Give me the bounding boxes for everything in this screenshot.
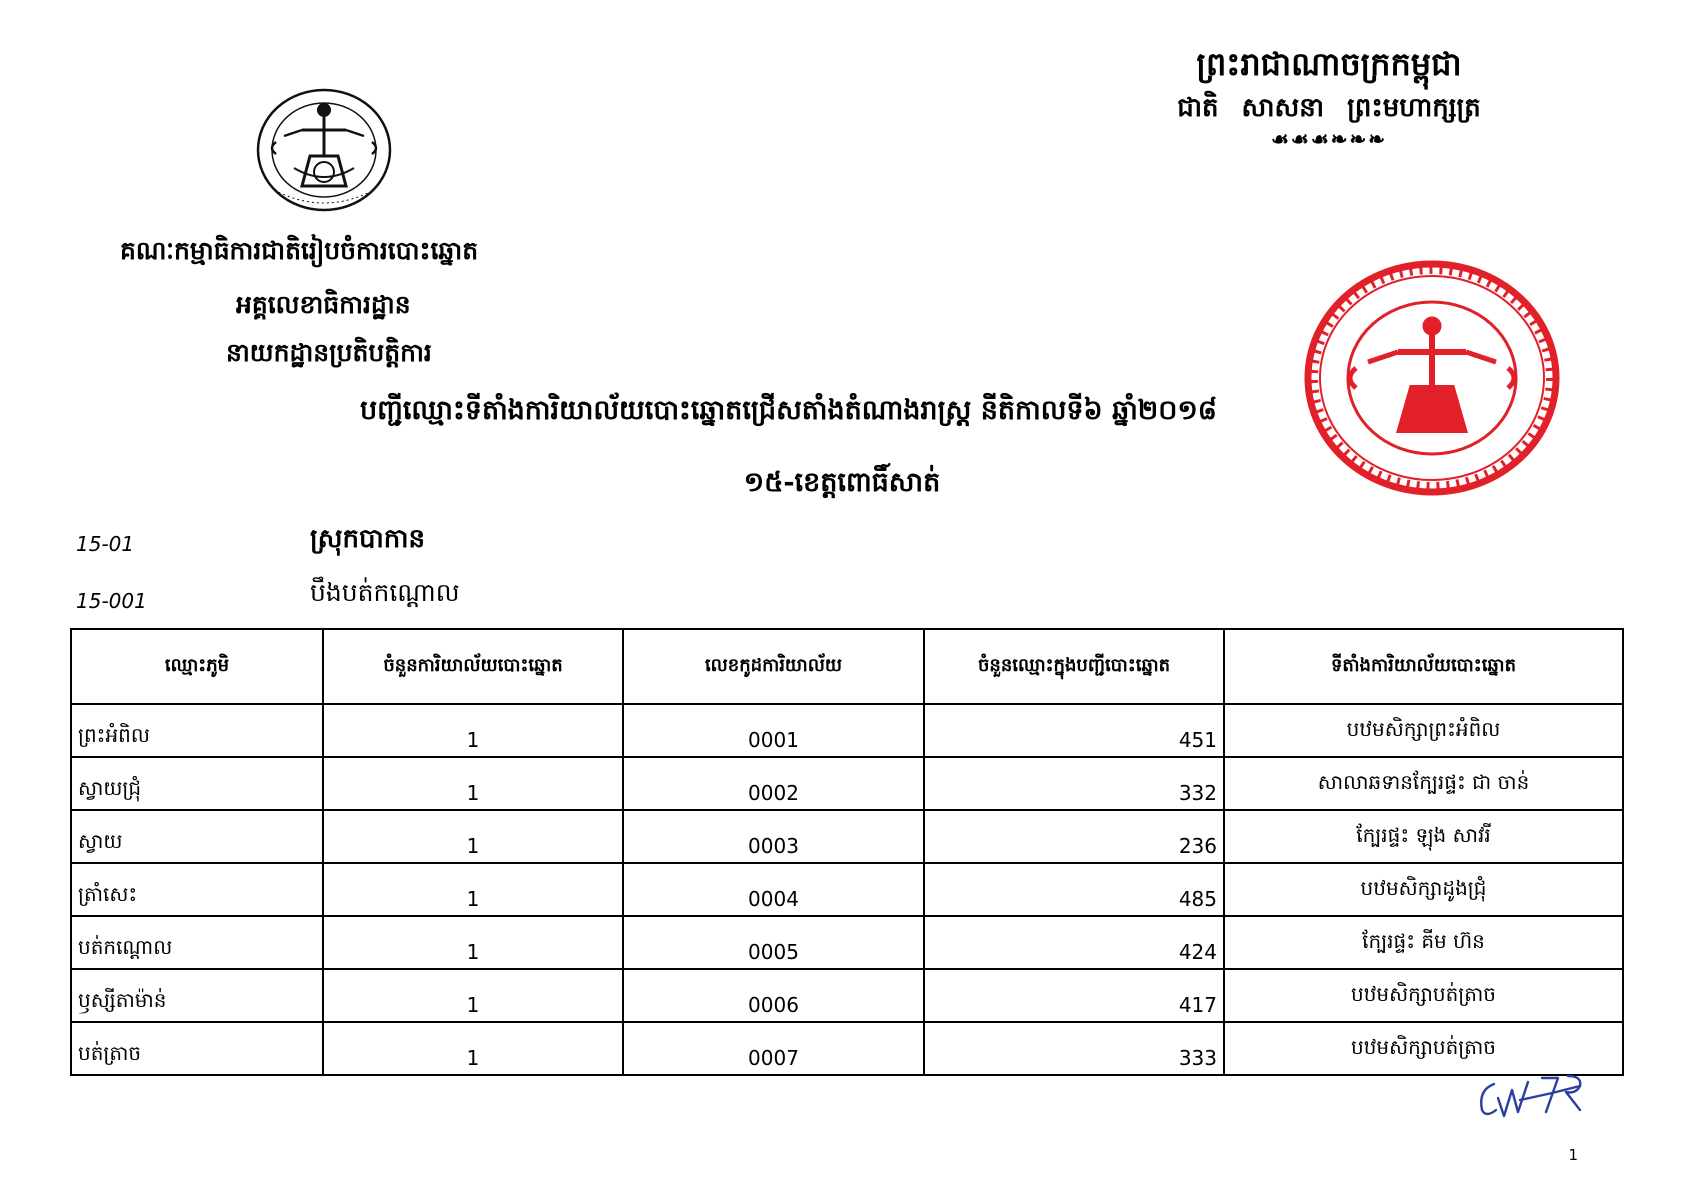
office-count-cell: 1 (323, 969, 623, 1022)
location-cell: បឋមសិក្សាព្រះអំពិល (1224, 704, 1623, 757)
col-location-header: ទីតាំងការិយាល័យបោះឆ្នោត (1224, 629, 1623, 704)
voter-count-cell: 236 (924, 810, 1224, 863)
voter-count-cell: 332 (924, 757, 1224, 810)
village-cell: ត្រាំសេះ (71, 863, 323, 916)
table-row (71, 863, 1623, 916)
kingdom-title: ព្រះរាជាណាចក្រកម្ពុជា (1196, 45, 1462, 83)
village-cell: បត់កណ្តោល (71, 916, 323, 969)
org-commission: គណៈកម្មាធិការជាតិរៀបចំការបោះឆ្នោត (120, 236, 479, 265)
district-name: ស្រុកបាកាន (310, 524, 426, 554)
polling-station-table (70, 628, 1624, 1076)
kingdom-header (1119, 40, 1539, 150)
village-cell: ព្រះអំពិល (71, 704, 323, 757)
document-title: បញ្ជីឈ្មោះទីតាំងការិយាល័យបោះឆ្នោតជ្រើសតាំងតំណាងរាស្ត្រ នីតិកាលទី៦ ឆ្នាំ២០១៨ (360, 395, 1217, 426)
location-cell: ក្បែរផ្ទះ គីម ហ៊ន (1224, 916, 1623, 969)
office-count-cell: 1 (323, 863, 623, 916)
office-count-cell: 1 (323, 810, 623, 863)
nec-emblem-logo (254, 86, 394, 214)
table-row (71, 916, 1623, 969)
office-code-cell: 0001 (623, 704, 924, 757)
col-village-header: ឈ្មោះភូមិ (71, 629, 323, 704)
handwritten-signature (1472, 1070, 1612, 1126)
org-secretariat: អគ្គលេខាធិការដ្ឋាន (236, 290, 411, 319)
location-cell: ក្បែរផ្ទះ ឡុង សាវរី (1224, 810, 1623, 863)
col-office-count-header: ចំនួនការិយាល័យបោះឆ្នោត (323, 629, 623, 704)
org-department: នាយកដ្ឋានប្រតិបត្តិការ (226, 338, 432, 367)
location-cell: បឋមសិក្សាបត់ត្រាច (1224, 1022, 1623, 1075)
commune-name: បឹងបត់កណ្តោល (310, 578, 460, 607)
ornament-divider: ☙☙☙❧❧❧ (1270, 127, 1388, 151)
office-code-cell: 0005 (623, 916, 924, 969)
col-voter-count-header: ចំនួនឈ្មោះក្នុងបញ្ជីបោះឆ្នោត (924, 629, 1224, 704)
location-cell: សាលាឆទានក្បែរផ្ទះ ជា ចាន់ (1224, 757, 1623, 810)
table-row (71, 757, 1623, 810)
table-header-row (71, 629, 1623, 704)
district-code: 15-01 (76, 532, 135, 556)
national-motto: ជាតិ សាសនា ព្រះមហាក្សត្រ (1177, 93, 1481, 123)
table-row (71, 1022, 1623, 1075)
office-code-cell: 0003 (623, 810, 924, 863)
office-count-cell: 1 (323, 1022, 623, 1075)
office-count-cell: 1 (323, 704, 623, 757)
office-code-cell: 0002 (623, 757, 924, 810)
province-heading: ១៥-ខេត្តពោធិ៍សាត់ (743, 467, 941, 498)
village-cell: បត់ត្រាច (71, 1022, 323, 1075)
location-cell: បឋមសិក្សាបត់ត្រាច (1224, 969, 1623, 1022)
village-cell: ស្វាយ (71, 810, 323, 863)
commune-code: 15-001 (76, 589, 147, 613)
voter-count-cell: 451 (924, 704, 1224, 757)
col-office-code-header: លេខកូដការិយាល័យ (623, 629, 924, 704)
table-row (71, 969, 1623, 1022)
page-number: 1 (1568, 1146, 1578, 1164)
office-code-cell: 0006 (623, 969, 924, 1022)
office-count-cell: 1 (323, 757, 623, 810)
village-cell: ស្វាយជ្រុំ (71, 757, 323, 810)
voter-count-cell: 417 (924, 969, 1224, 1022)
official-red-seal (1302, 258, 1562, 498)
voter-count-cell: 333 (924, 1022, 1224, 1075)
voter-count-cell: 485 (924, 863, 1224, 916)
office-count-cell: 1 (323, 916, 623, 969)
voter-count-cell: 424 (924, 916, 1224, 969)
location-cell: បឋមសិក្សាដូងជ្រុំ (1224, 863, 1623, 916)
table-row (71, 810, 1623, 863)
office-code-cell: 0007 (623, 1022, 924, 1075)
village-cell: ឫស្សីតាម៉ាន់ (71, 969, 323, 1022)
table-row (71, 704, 1623, 757)
office-code-cell: 0004 (623, 863, 924, 916)
